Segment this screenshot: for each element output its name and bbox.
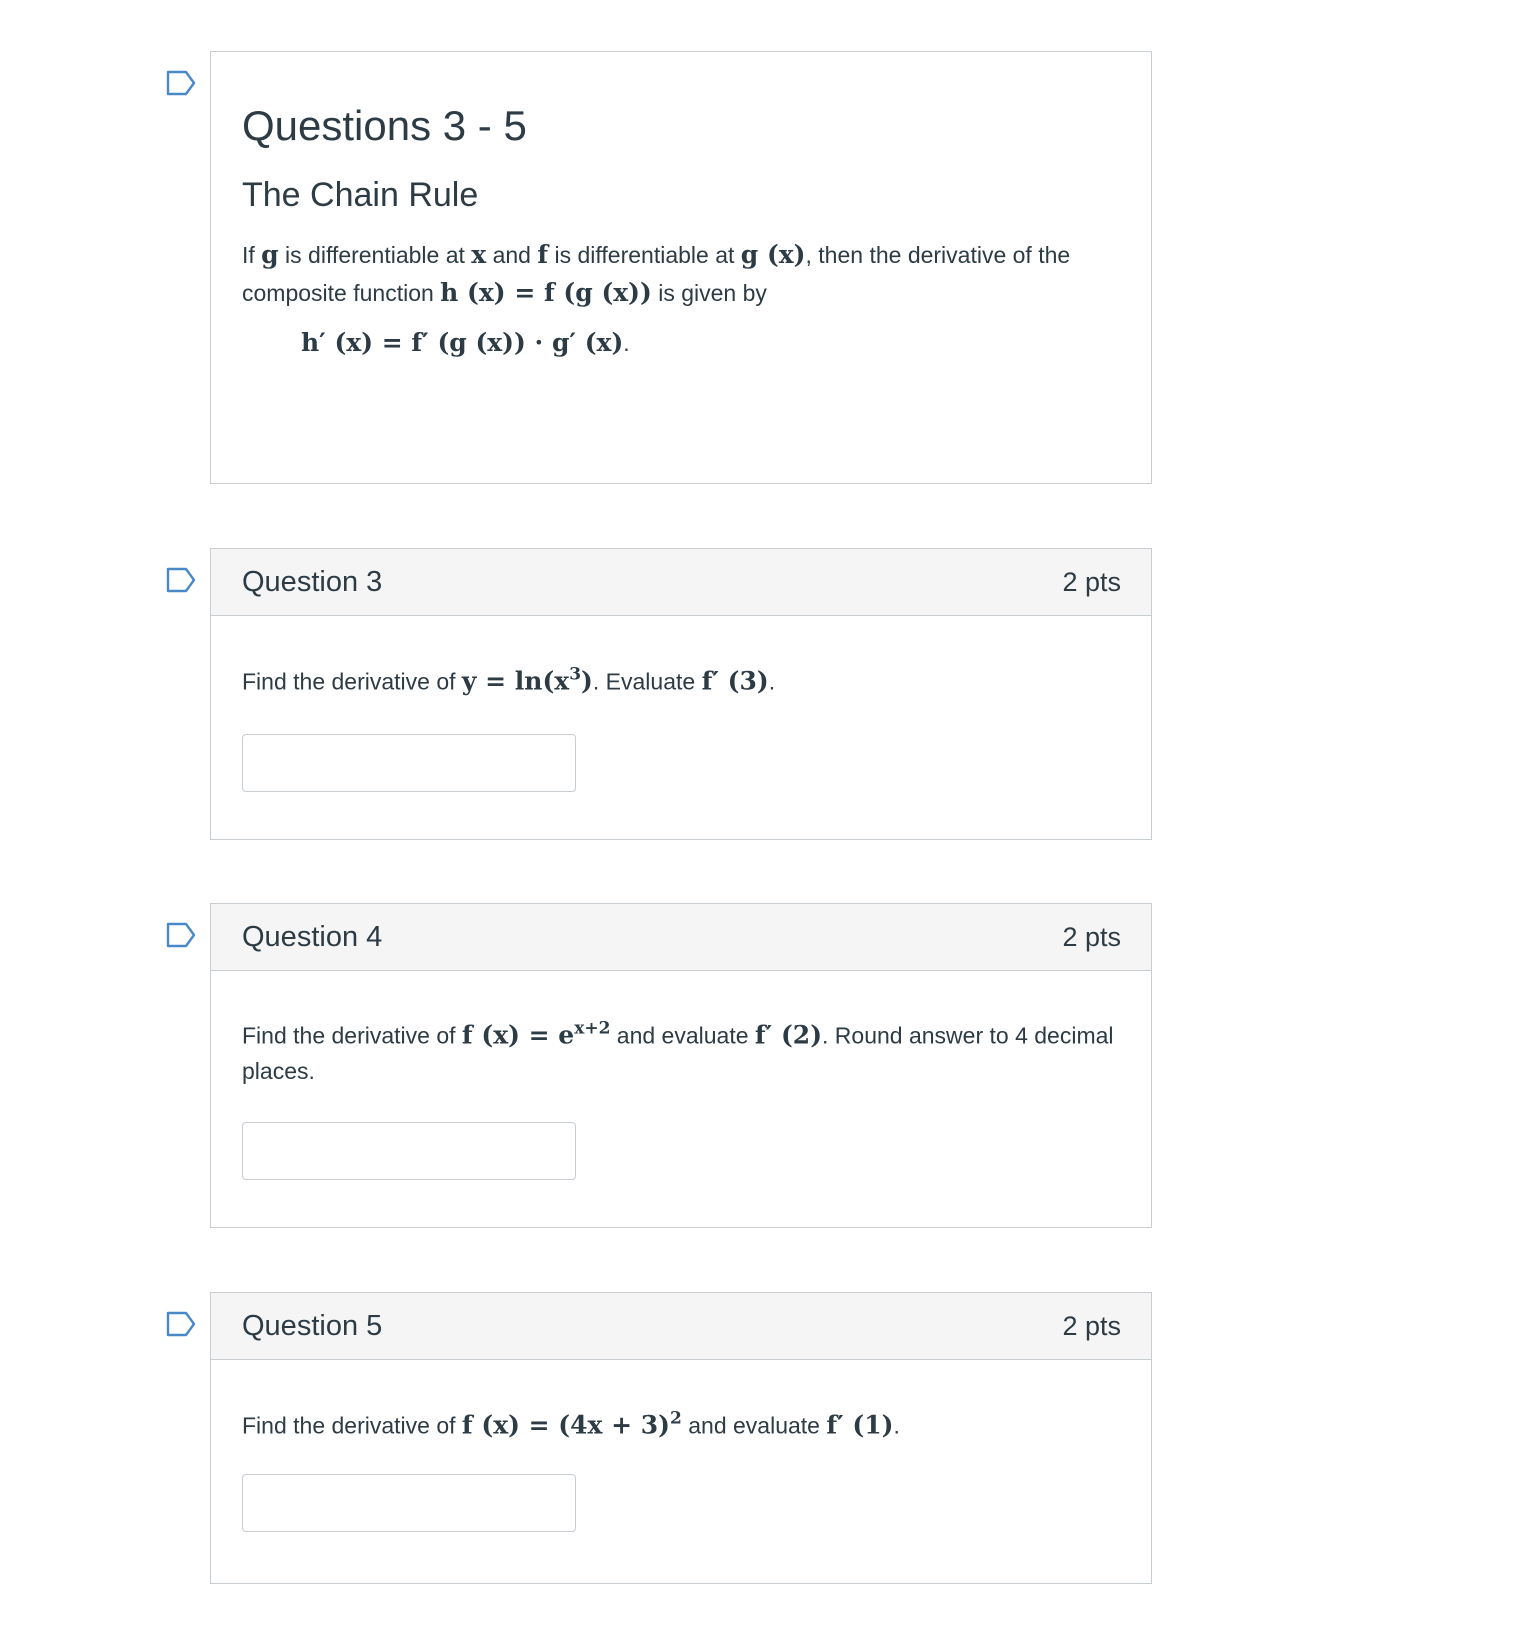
question-header — [211, 1293, 1151, 1360]
answer-input[interactable] — [242, 734, 576, 792]
answer-input[interactable] — [242, 1474, 576, 1532]
flag-question-icon[interactable] — [166, 1311, 196, 1337]
flag-question-icon[interactable] — [166, 922, 196, 948]
flag-question-icon[interactable] — [166, 70, 196, 96]
intro-card — [210, 51, 1152, 484]
question-title: Question 4 — [242, 920, 383, 953]
question-card — [210, 903, 1152, 1228]
question-card — [210, 548, 1152, 840]
question-text: Find the derivative of $y = \ln(x^3)$. Evaluate f′ (3). — [242, 665, 776, 696]
question-points: 2 pts — [1062, 921, 1121, 952]
chain-rule-formula: h′ (x) = f′ (g (x)) · g′ (x). — [301, 328, 630, 357]
question-title: Question 5 — [242, 1309, 383, 1342]
question-header — [211, 549, 1151, 616]
question-header — [211, 904, 1151, 971]
question-points: 2 pts — [1062, 566, 1121, 597]
question-text: Find the derivative of f $(x) = e^{x+2}$ and evaluate f′ (2). Round answer to 4 decimal places. — [242, 1019, 1114, 1085]
answer-input[interactable] — [242, 1122, 576, 1180]
intro-text: If g is differentiable at x and f is differentiable at g (x), then the derivative of the composite function h (x) = f (g (x)) is given by — [242, 240, 1071, 307]
question-points: 2 pts — [1062, 1310, 1121, 1341]
flag-question-icon[interactable] — [166, 567, 196, 593]
intro-title: Questions 3 - 5 — [242, 102, 527, 149]
intro-subtitle: The Chain Rule — [242, 176, 479, 214]
question-text: Find the derivative of f $(x) = (4x + 3)^2$ and evaluate f′ (1). — [242, 1409, 900, 1440]
question-title: Question 3 — [242, 565, 383, 598]
question-card — [210, 1292, 1152, 1584]
